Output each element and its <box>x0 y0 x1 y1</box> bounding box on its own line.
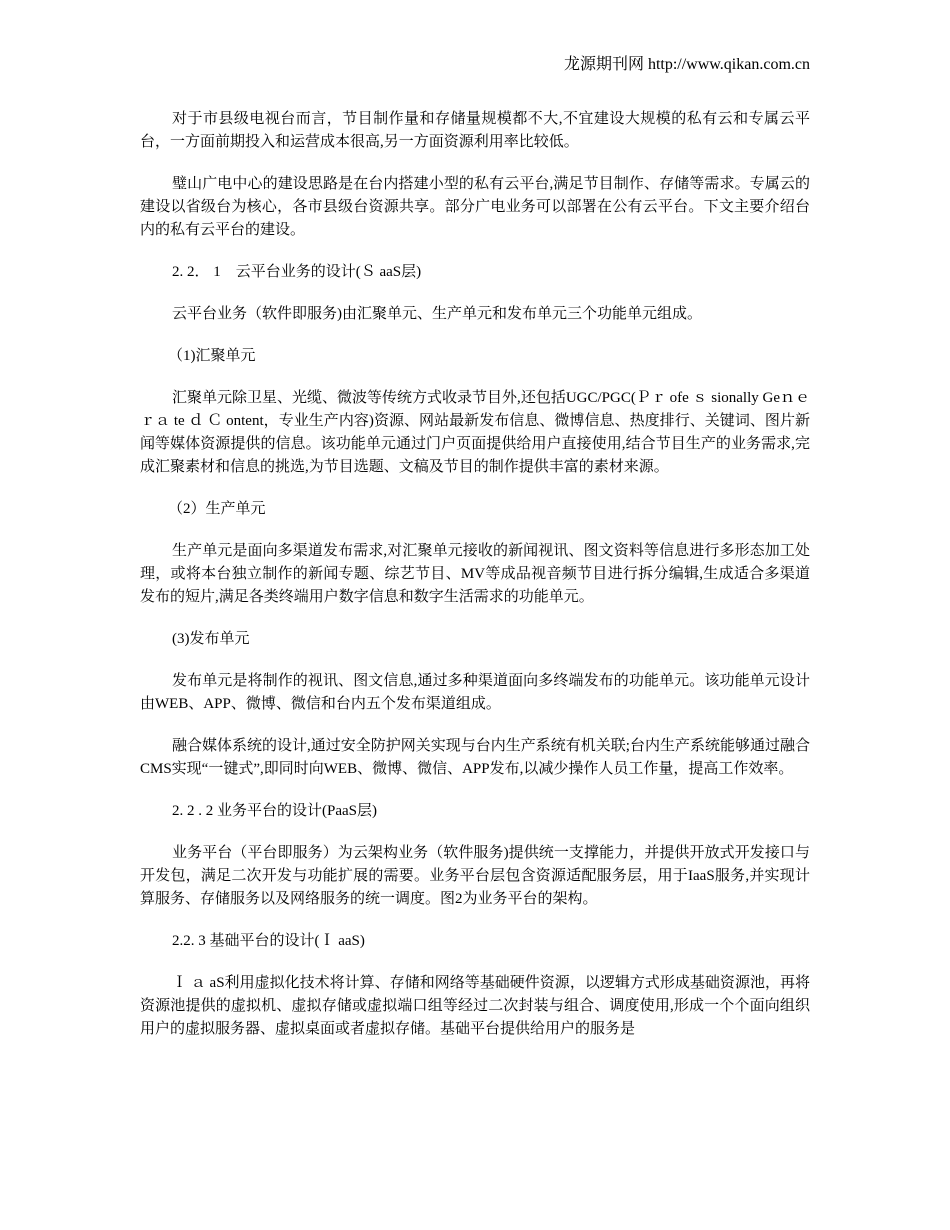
subsection-heading: （2）生产单元 <box>168 501 266 517</box>
article-body <box>140 108 810 1060</box>
paragraph: 融合媒体系统的设计,通过安全防护网关实现与台内生产系统有机关联;台内生产系统能够通过融合CMS实现“一键式”,即同时向WEB、微博、微信、APP发布,以减少操作人员工作量，提高工作效率。 <box>140 738 810 777</box>
paragraph: 发布单元是将制作的视讯、图文信息,通过多种渠道面向多终端发布的功能单元。该功能单元设计由WEB、APP、微博、微信和台内五个发布渠道组成。 <box>140 673 810 712</box>
subsection-heading: （1)汇聚单元 <box>168 348 256 364</box>
paragraph: 云平台业务（软件即服务)由汇聚单元、生产单元和发布单元三个功能单元组成。 <box>172 306 702 322</box>
paragraph: Ｉ ａ aS利用虚拟化技术将计算、存储和网络等基础硬件资源，以逻辑方式形成基础资源池，再将资源池提供的虚拟机、虚拟存储或虚拟端口组等经过二次封装与组合、调度使用,形成一个个面向组织用户的虚拟服务器、虚拟桌面或者虚拟存储。基础平台提供给用户的服务是 <box>140 975 810 1037</box>
paragraph: 对于市县级电视台而言，节目制作量和存储量规模都不大,不宜建设大规模的私有云和专属云平台，一方面前期投入和运营成本很高,另一方面资源利用率比较低。 <box>140 111 810 150</box>
paragraph: 生产单元是面向多渠道发布需求,对汇聚单元接收的新闻视讯、图文资料等信息进行多形态加工处理，或将本台独立制作的新闻专题、综艺节目、MV等成品视音频节目进行拆分编辑,生成适合多渠道发布的短片,满足各类终端用户数字信息和数字生活需求的功能单元。 <box>140 543 810 605</box>
section-heading: 2.2. 3 基础平台的设计(Ｉ aaS) <box>172 933 365 949</box>
paragraph: 业务平台（平台即服务）为云架构业务（软件服务)提供统一支撑能力，并提供开放式开发接口与开发包，满足二次开发与功能扩展的需要。业务平台层包含资源适配服务层，用于IaaS服务,并实现计算服务、存储服务以及网络服务的统一调度。图2为业务平台的架构。 <box>140 845 810 907</box>
subsection-heading: (3)发布单元 <box>172 631 250 647</box>
journal-header: 龙源期刊网 http://www.qikan.com.cn <box>563 56 810 73</box>
section-heading: 2. 2． 1 云平台业务的设计(Ｓ aaS层) <box>172 264 422 280</box>
paragraph: 汇聚单元除卫星、光缆、微波等传统方式收录节目外,还包括UGC/PGC(Ｐｒ ofe ｓ sionally Geｎｅｒａ te ｄ Ｃ ontent，专业生产内容)资源、网站最新发布信息、微博信息、热度排行、关键词、图片新闻等媒体资源提供的信息。该功能单元通过门户页面提供给用户直接使用,结合节目生产的业务需求,完成汇聚素材和信息的挑选,为节目选题、文稿及节目的制作提供丰富的素材来源。 <box>140 390 810 475</box>
paragraph: 璧山广电中心的建设思路是在台内搭建小型的私有云平台,满足节目制作、存储等需求。专属云的建设以省级台为核心，各市县级台资源共享。部分广电业务可以部署在公有云平台。下文主要介绍台内的私有云平台的建设。 <box>140 176 810 238</box>
section-heading: 2. 2 . 2 业务平台的设计(PaaS层) <box>172 803 377 819</box>
